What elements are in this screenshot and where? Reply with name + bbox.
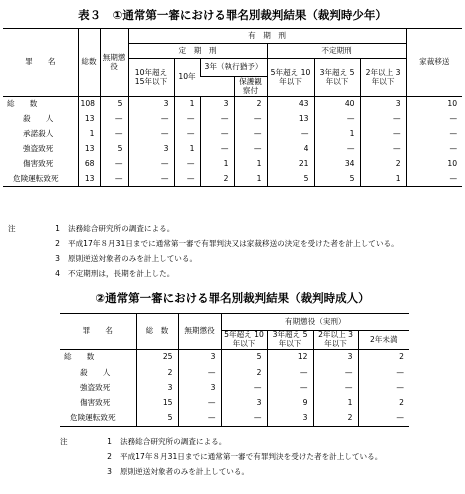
row-label: 総 数 — [7, 99, 38, 109]
header-d3: 3年（執行猶予） — [200, 59, 267, 77]
note-row: 2 平成17年８月31日までに通常第一審で有罪判決を受けた者を計上している。 — [107, 452, 383, 461]
row-label: 強盗致死 — [80, 382, 111, 392]
header-i2: 3年超え 5年以下 — [314, 59, 360, 97]
cell-d3: 2 — [200, 171, 234, 186]
cell-family: — — [406, 142, 462, 157]
cell-i1: 43 — [267, 97, 314, 112]
cell-d2: — — [174, 157, 200, 172]
cell-i2: 40 — [314, 97, 360, 112]
row-label: 危険運転致死 — [3, 171, 78, 186]
header-definite: 定 期 刑 — [128, 44, 267, 59]
cell-d3sub: 1 — [234, 171, 267, 186]
cell-c3: 2 — [313, 411, 358, 427]
note-row: 4 不定期刑は，長期を計上した。 — [55, 269, 175, 278]
header-limited: 有期懲役（実刑） — [221, 314, 409, 331]
header-c4: 2年未満 — [358, 331, 409, 350]
cell-d1: — — [128, 112, 174, 127]
cell-d3: — — [200, 142, 234, 157]
cell-i2: — — [314, 142, 360, 157]
cell-unlimited: — — [100, 157, 128, 172]
row-label: 危険運転致死 — [60, 411, 136, 427]
cell-family: — — [406, 127, 462, 142]
cell-c4: — — [358, 365, 409, 380]
table-row — [3, 127, 462, 142]
table-row — [3, 97, 462, 112]
cell-i1: 21 — [267, 157, 314, 172]
cell-c4: — — [358, 381, 409, 396]
cell-i1: 4 — [267, 142, 314, 157]
table2-title: ②通常第一審における罪名別裁判結果（裁判時成人） — [95, 291, 370, 305]
row-label: 傷害致死 — [23, 158, 54, 168]
adult-results-table — [60, 313, 409, 427]
cell-i1: — — [267, 127, 314, 142]
cell-i3: — — [360, 127, 406, 142]
table1-notes — [8, 221, 399, 281]
note-row: 注 1 法務総合研究所の調査による。 — [60, 437, 227, 446]
table-row — [60, 365, 409, 380]
header-i3: 2年以上 3年以下 — [360, 59, 406, 97]
cell-total: 13 — [78, 112, 100, 127]
cell-total: 5 — [136, 411, 178, 427]
cell-d1: — — [128, 127, 174, 142]
header-total: 総数 — [78, 29, 100, 97]
cell-c1: — — [221, 381, 267, 396]
header-d2: 10年 — [174, 59, 200, 97]
cell-c1: — — [221, 411, 267, 427]
table-row — [3, 171, 462, 186]
header-family: 家裁移送 — [406, 29, 462, 97]
cell-family: — — [406, 171, 462, 186]
cell-d3sub: — — [234, 142, 267, 157]
cell-i1: 13 — [267, 112, 314, 127]
cell-c3: — — [313, 381, 358, 396]
cell-i3: 3 — [360, 97, 406, 112]
cell-d3: 3 — [200, 97, 234, 112]
table-row — [60, 396, 409, 411]
note-row: 注 1 法務総合研究所の調査による。 — [8, 224, 175, 233]
cell-c2: — — [267, 381, 313, 396]
cell-i2: 5 — [314, 171, 360, 186]
cell-c4: 2 — [358, 396, 409, 411]
cell-d1: — — [128, 157, 174, 172]
cell-unlimited: — — [178, 411, 221, 427]
cell-d1: 3 — [128, 142, 174, 157]
cell-c4: 2 — [358, 350, 409, 366]
table-row — [60, 381, 409, 396]
note-row: 2 平成17年８月31日までに通常第一審で有罪判決又は家裁移送の決定を受けた者を計上している。 — [55, 239, 399, 248]
cell-c3: 1 — [313, 396, 358, 411]
header-d1: 10年超え 15年以下 — [128, 59, 174, 97]
cell-d3sub: 2 — [234, 97, 267, 112]
header-d3sub: 保護観察付 — [234, 77, 267, 97]
cell-i2: 1 — [314, 127, 360, 142]
cell-d3: — — [200, 112, 234, 127]
row-label: 承諾殺人 — [23, 128, 54, 138]
table1-title: 表３ ①通常第一審における罪名別裁判結果（裁判時少年） — [78, 8, 387, 22]
cell-family: 10 — [406, 97, 462, 112]
header-c3: 2年以上 3年以下 — [313, 331, 358, 350]
row-label: 強盗致死 — [23, 143, 54, 153]
cell-unlimited: — — [100, 127, 128, 142]
header-unlimited: 無期懲役 — [100, 29, 128, 97]
table-row — [60, 350, 409, 366]
cell-d2: — — [174, 171, 200, 186]
row-label: 殺 人 — [23, 113, 54, 123]
cell-d3sub: — — [234, 127, 267, 142]
cell-total: 1 — [78, 127, 100, 142]
cell-unlimited: — — [100, 112, 128, 127]
row-label: 殺 人 — [80, 367, 111, 377]
row-label: 傷害致死 — [80, 398, 111, 408]
note-row: 3 原則逆送対象者のみを計上している。 — [107, 467, 250, 476]
cell-total: 2 — [136, 365, 178, 380]
cell-i3: — — [360, 142, 406, 157]
cell-unlimited: — — [178, 365, 221, 380]
cell-i1: 5 — [267, 171, 314, 186]
cell-unlimited: 3 — [178, 381, 221, 396]
header-unlimited: 無期懲役 — [178, 314, 221, 350]
table2-notes — [60, 434, 382, 479]
table-row — [60, 411, 409, 427]
cell-i3: 1 — [360, 171, 406, 186]
cell-d2: 1 — [174, 97, 200, 112]
cell-i2: — — [314, 112, 360, 127]
cell-unlimited: — — [178, 396, 221, 411]
juvenile-results-table — [3, 28, 462, 187]
cell-total: 108 — [78, 97, 100, 112]
cell-unlimited: 5 — [100, 142, 128, 157]
header-c1: 5年超え 10年以下 — [221, 331, 267, 350]
cell-unlimited: — — [100, 171, 128, 186]
cell-d3: — — [200, 127, 234, 142]
cell-total: 13 — [78, 142, 100, 157]
cell-c4: — — [358, 411, 409, 427]
cell-i3: 2 — [360, 157, 406, 172]
header-total: 総 数 — [136, 314, 178, 350]
row-label: 総 数 — [64, 352, 95, 362]
cell-d3sub: — — [234, 112, 267, 127]
cell-unlimited: 5 — [100, 97, 128, 112]
cell-d2: 1 — [174, 142, 200, 157]
cell-c1: 2 — [221, 365, 267, 380]
cell-d3sub: 1 — [234, 157, 267, 172]
cell-c3: — — [313, 365, 358, 380]
cell-total: 15 — [136, 396, 178, 411]
cell-family: — — [406, 112, 462, 127]
cell-total: 3 — [136, 381, 178, 396]
cell-d3: 1 — [200, 157, 234, 172]
note-row: 3 原則逆送対象者のみを計上している。 — [55, 254, 198, 263]
header-i1: 5年超え 10年以下 — [267, 59, 314, 97]
cell-d1: 3 — [128, 97, 174, 112]
cell-d1: — — [128, 171, 174, 186]
cell-i3: — — [360, 112, 406, 127]
header-c2: 3年超え 5年以下 — [267, 331, 313, 350]
cell-d2: — — [174, 127, 200, 142]
cell-c2: 3 — [267, 411, 313, 427]
cell-c3: 3 — [313, 350, 358, 366]
cell-c1: 5 — [221, 350, 267, 366]
cell-family: 10 — [406, 157, 462, 172]
header-crime: 罪 名 — [60, 314, 136, 350]
cell-total: 13 — [78, 171, 100, 186]
table-row — [3, 157, 462, 172]
table-row — [3, 142, 462, 157]
cell-total: 25 — [136, 350, 178, 366]
cell-unlimited: 3 — [178, 350, 221, 366]
table-row — [3, 112, 462, 127]
cell-d2: — — [174, 112, 200, 127]
cell-c2: 12 — [267, 350, 313, 366]
cell-total: 68 — [78, 157, 100, 172]
header-limited: 有 期 刑 — [128, 29, 406, 44]
cell-i2: 34 — [314, 157, 360, 172]
cell-c2: — — [267, 365, 313, 380]
header-indefinite: 不定期刑 — [267, 44, 406, 59]
cell-c2: 9 — [267, 396, 313, 411]
cell-c1: 3 — [221, 396, 267, 411]
header-crime: 罪 名 — [3, 29, 78, 97]
